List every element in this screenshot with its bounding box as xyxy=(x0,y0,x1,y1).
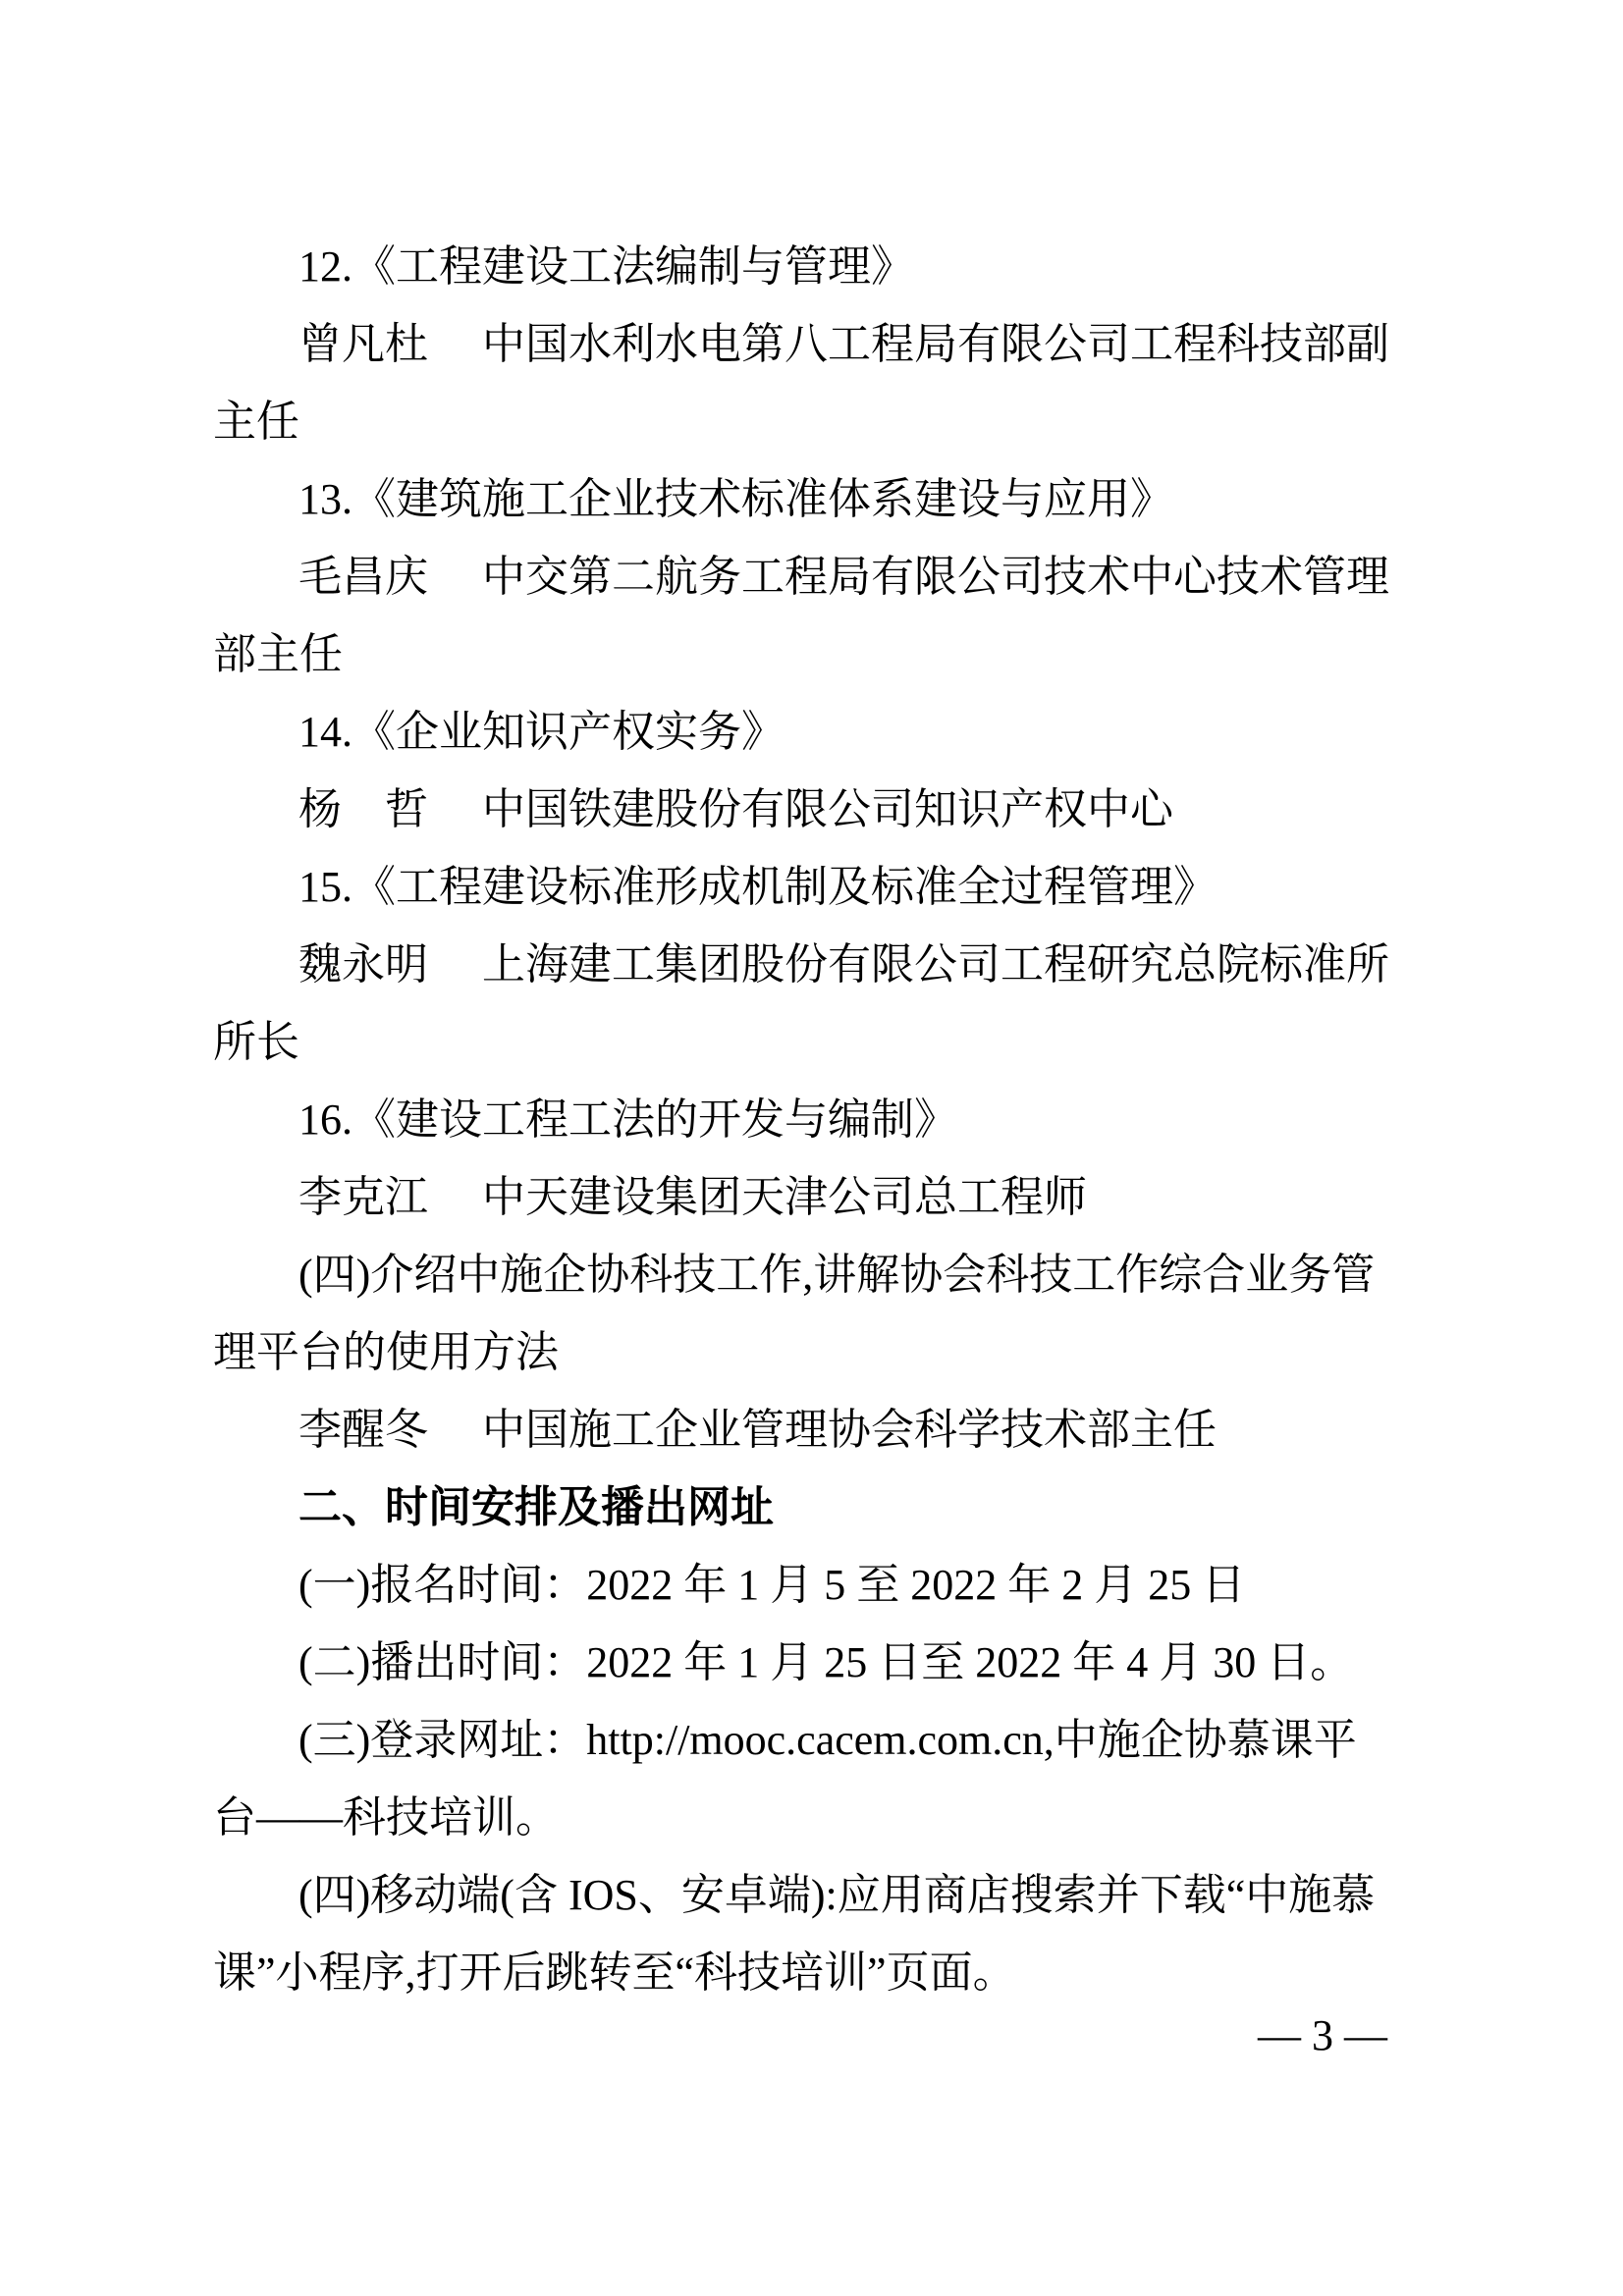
line-course-13-speaker: 毛昌庆 中交第二航务工程局有限公司技术中心技术管理 xyxy=(298,553,1389,601)
line-course-16-title: 16.《建设工程工法的开发与编制》 xyxy=(298,1095,957,1144)
line-course-15-speaker-cont: 所长 xyxy=(213,1018,299,1066)
page-number: — 3 — xyxy=(1258,2011,1387,2059)
line-course-15-title: 15.《工程建设标准形成机制及标准全过程管理》 xyxy=(298,863,1217,911)
line-course-16-speaker: 李克江 中天建设集团天津公司总工程师 xyxy=(298,1173,1087,1221)
section-heading-schedule: 二、时间安排及播出网址 xyxy=(298,1483,774,1531)
line-login-url-cont: 台——科技培训。 xyxy=(213,1793,559,1842)
line-login-url: (三)登录网址：http://mooc.cacem.com.cn,中施企协慕课平 xyxy=(298,1716,1357,1764)
line-item-4-intro: (四)介绍中施企协科技工作,讲解协会科技工作综合业务管 xyxy=(298,1251,1376,1299)
line-registration-time: (一)报名时间：2022 年 1 月 5 至 2022 年 2 月 25 日 xyxy=(298,1561,1246,1609)
document-body xyxy=(213,228,1435,2011)
line-course-14-speaker: 杨 哲 中国铁建股份有限公司知识产权中心 xyxy=(298,785,1173,833)
line-course-14-title: 14.《企业知识产权实务》 xyxy=(298,708,784,756)
line-mobile-app-cont: 课”小程序,打开后跳转至“科技培训”页面。 xyxy=(213,1949,1016,1997)
line-item-4-speaker: 李醒冬 中国施工企业管理协会科学技术部主任 xyxy=(298,1406,1217,1454)
line-course-13-title: 13.《建筑施工企业技术标准体系建设与应用》 xyxy=(298,475,1173,523)
line-course-13-speaker-cont: 部主任 xyxy=(213,630,343,678)
line-item-4-intro-cont: 理平台的使用方法 xyxy=(213,1328,559,1376)
line-course-12-speaker-cont: 主任 xyxy=(213,398,299,446)
line-broadcast-time: (二)播出时间：2022 年 1 月 25 日至 2022 年 4 月 30 日。 xyxy=(298,1638,1354,1686)
line-course-15-speaker: 魏永明 上海建工集团股份有限公司工程研究总院标准所 xyxy=(298,940,1389,988)
line-mobile-app: (四)移动端(含 IOS、安卓端):应用商店搜索并下载“中施慕 xyxy=(298,1871,1376,1919)
line-course-12-speaker: 曾凡杜 中国水利水电第八工程局有限公司工程科技部副 xyxy=(298,320,1389,368)
line-course-12-title: 12.《工程建设工法编制与管理》 xyxy=(298,242,914,291)
